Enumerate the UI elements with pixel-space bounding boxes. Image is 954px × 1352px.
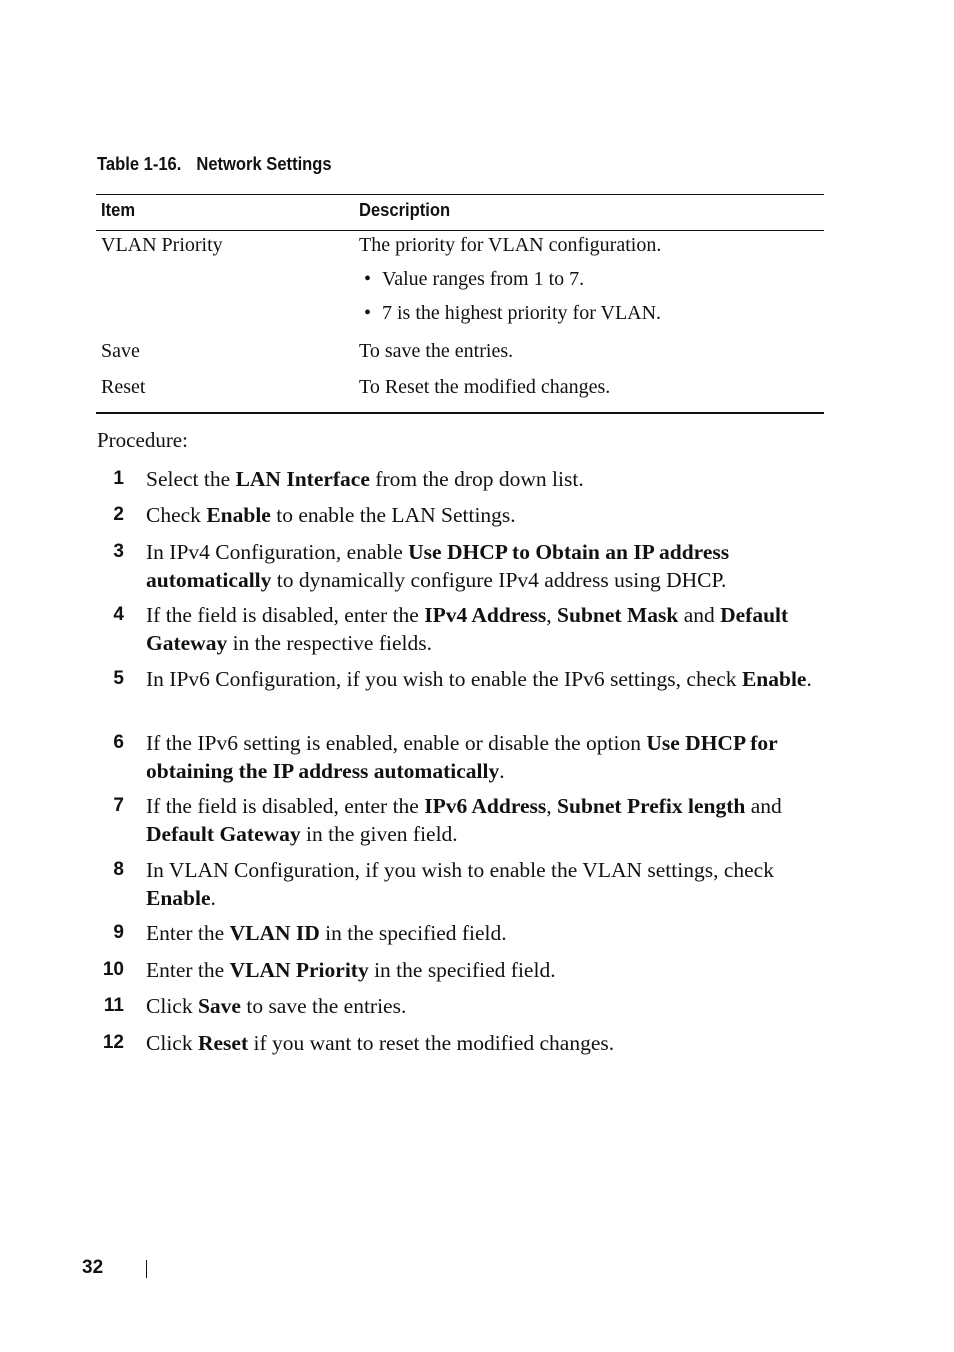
step-number: 2	[113, 504, 124, 525]
step-segment: In IPv6 Configuration, if you wish to enable the IPv6 settings, check	[146, 667, 742, 691]
step-text	[146, 1029, 818, 1057]
step-number: 6	[113, 732, 124, 753]
step-emphasis: Use DHCP for obtaining the IP address automatically	[146, 731, 778, 783]
step-text	[146, 956, 818, 984]
step-segment: in the specified field.	[368, 958, 556, 982]
step-segment: Enter the	[146, 921, 230, 945]
step-emphasis: VLAN Priority	[229, 958, 369, 982]
row-description: To Reset the modified changes.	[359, 376, 611, 398]
header-item: Item	[101, 200, 136, 220]
step-number: 5	[113, 668, 124, 689]
table-caption-number: Table 1-16.	[97, 154, 182, 174]
step-segment: If the field is disabled, enter the	[146, 603, 425, 627]
step-segment: Click	[146, 994, 198, 1018]
row-item: Reset	[101, 376, 146, 398]
step-segment: In VLAN Configuration, if you wish to enable the VLAN settings, check	[146, 858, 774, 882]
step-segment: to dynamically configure IPv4 address using DHCP.	[271, 568, 727, 592]
step-segment: in the given field.	[300, 822, 458, 846]
list-item	[364, 268, 584, 291]
bullet-icon: •	[364, 302, 372, 324]
step-number: 3	[113, 541, 124, 562]
step-segment: and	[745, 794, 782, 818]
table-header-row	[96, 195, 824, 230]
table-row	[96, 375, 824, 412]
step-emphasis: IPv6 Address	[424, 794, 547, 818]
step-emphasis: Default Gateway	[146, 822, 301, 846]
step-text	[146, 465, 818, 493]
step-emphasis: Reset	[197, 1031, 249, 1055]
table-bottom-rule	[96, 412, 824, 414]
step-emphasis: Enable	[741, 667, 807, 691]
bullet-text: Value ranges from 1 to 7.	[382, 268, 585, 290]
step-text	[146, 601, 818, 657]
row-item: VLAN Priority	[101, 234, 223, 256]
step-number: 10	[102, 959, 124, 980]
step-segment: .	[806, 667, 812, 691]
page-number: 32	[82, 1257, 104, 1278]
step-segment: Select the	[146, 467, 236, 491]
step-segment: Click	[146, 1031, 198, 1055]
step-emphasis: Enable	[206, 503, 271, 527]
table-row	[96, 231, 824, 338]
step-emphasis: Use DHCP to Obtain an IP address automatically	[146, 540, 730, 592]
step-text	[146, 665, 818, 693]
step-segment: to enable the LAN Settings.	[270, 503, 516, 527]
header-description: Description	[359, 200, 451, 220]
step-segment: .	[210, 886, 216, 910]
step-text	[146, 992, 818, 1020]
step-segment: from the drop down list.	[369, 467, 584, 491]
bullet-text: 7 is the highest priority for VLAN.	[382, 302, 662, 324]
step-text	[146, 501, 818, 529]
step-segment: Check	[146, 503, 207, 527]
step-text	[146, 919, 818, 947]
step-segment: ,	[546, 603, 558, 627]
step-segment: .	[499, 759, 505, 783]
step-segment: If the field is disabled, enter the	[146, 794, 425, 818]
step-segment: in the specified field.	[319, 921, 507, 945]
step-emphasis: Save	[197, 994, 241, 1018]
step-text	[146, 792, 818, 848]
row-description: The priority for VLAN configuration.	[359, 234, 662, 256]
step-emphasis: Subnet Mask	[557, 603, 679, 627]
step-number: 8	[113, 859, 124, 880]
network-settings-table	[96, 194, 824, 414]
step-segment: Enter the	[146, 958, 230, 982]
row-item: Save	[101, 340, 140, 362]
step-segment: ,	[546, 794, 558, 818]
step-emphasis: Default Gateway	[146, 603, 789, 655]
step-number: 7	[113, 795, 124, 816]
step-emphasis: VLAN ID	[229, 921, 320, 945]
step-number: 1	[113, 468, 124, 489]
step-number: 9	[113, 922, 124, 943]
step-segment: and	[678, 603, 721, 627]
step-emphasis: LAN Interface	[235, 467, 370, 491]
step-segment: in the respective fields.	[227, 631, 432, 655]
step-text	[146, 729, 818, 785]
step-segment: In IPv4 Configuration, enable	[146, 540, 409, 564]
step-number: 11	[103, 995, 124, 1016]
procedure-label: Procedure:	[97, 428, 188, 452]
list-item	[364, 302, 661, 325]
step-segment: if you want to reset the modified changes.	[248, 1031, 615, 1055]
step-emphasis: IPv4 Address	[424, 603, 547, 627]
step-emphasis: Enable	[146, 886, 211, 910]
bullet-icon: •	[364, 268, 372, 290]
row-description: To save the entries.	[359, 340, 514, 362]
step-number: 12	[102, 1032, 124, 1053]
step-segment: If the IPv6 setting is enabled, enable or disable the option	[146, 731, 647, 755]
step-text	[146, 856, 818, 912]
step-segment: to save the entries.	[240, 994, 407, 1018]
table-caption	[97, 154, 332, 175]
step-text	[146, 538, 818, 594]
table-row	[96, 338, 824, 375]
footer-divider	[146, 1260, 147, 1278]
table-caption-title: Network Settings	[196, 154, 332, 174]
step-emphasis: Subnet Prefix length	[557, 794, 746, 818]
step-number: 4	[113, 604, 124, 625]
